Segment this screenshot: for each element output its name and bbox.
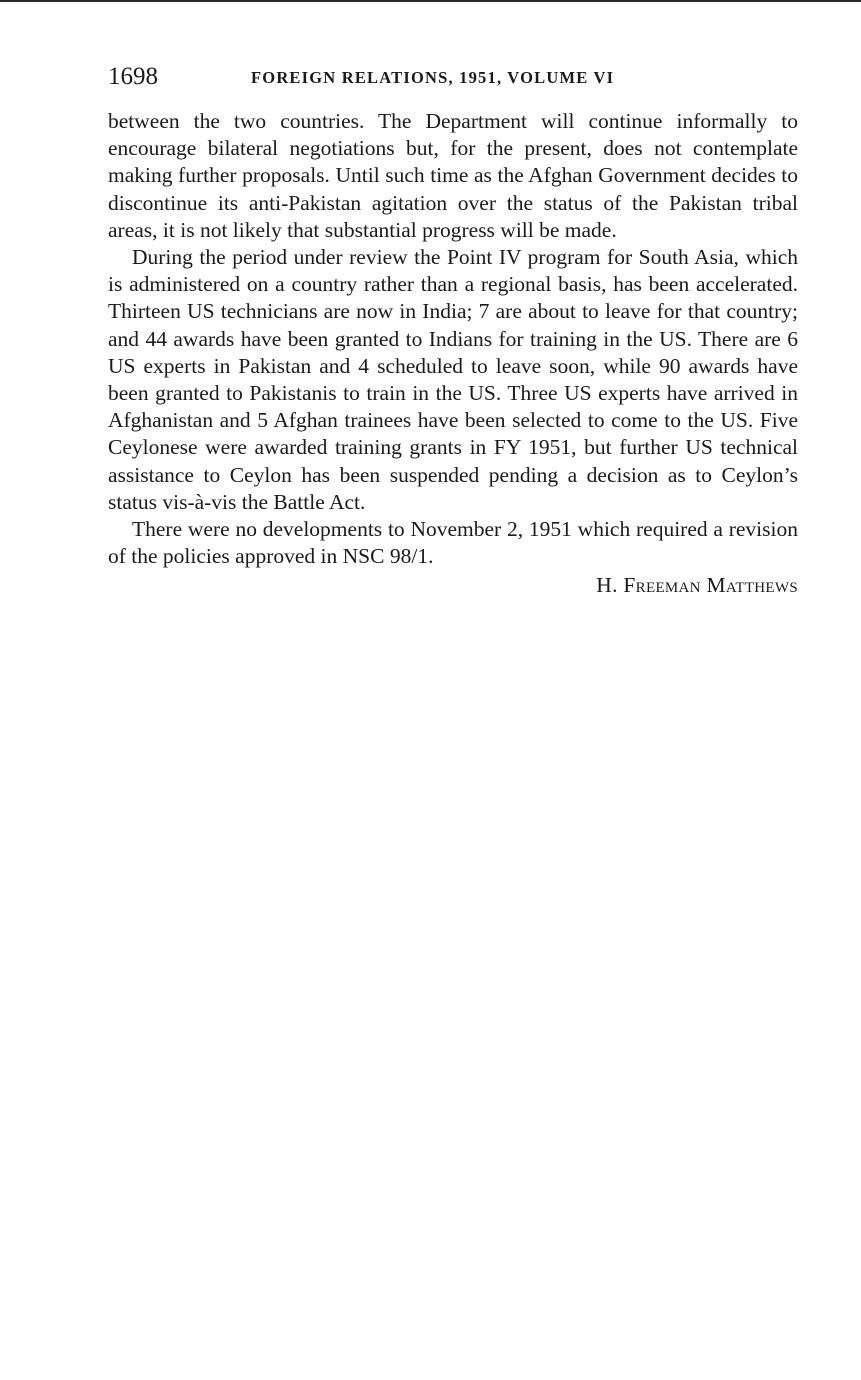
- page-header: [108, 60, 798, 94]
- page-number: 1698: [108, 63, 158, 90]
- signature: H. Freeman Matthews: [596, 573, 798, 598]
- paragraph-no-developments: There were no developments to November 2, 1951 which required a revision of the policies approved in NSC 98/1.: [108, 517, 798, 569]
- body-text: [108, 108, 798, 600]
- running-head: FOREIGN RELATIONS, 1951, VOLUME VI: [251, 68, 615, 87]
- page-top-edge: [0, 0, 861, 2]
- paragraph-continuation: between the two countries. The Department will continue informally to encourage bilateral negotiations but, for the present, does not contemplate making further proposals. Until such time as the Afghan Government decides to discontinue its anti-Pakistan agitation over the status of the Pakistan tribal areas, it is not likely that substantial progress will be made.: [108, 109, 798, 242]
- paragraph-point-iv: During the period under review the Point IV program for South Asia, which is administered on a country rather than a regional basis, has been accelerated. Thirteen US technicians are now in India; 7 are about to leave for that country; and 44 awards have been granted to Indians for training in the US. There are 6 US experts in Pakistan and 4 scheduled to leave soon, while 90 awards have been granted to Pakistanis to train in the US. Three US experts have arrived in Afghanistan and 5 Afghan trainees have been selected to come to the US. Five Ceylonese were awarded training grants in FY 1951, but further US technical assistance to Ceylon has been suspended pending a decision as to Ceylon’s status vis-à-vis the Battle Act.: [108, 245, 798, 514]
